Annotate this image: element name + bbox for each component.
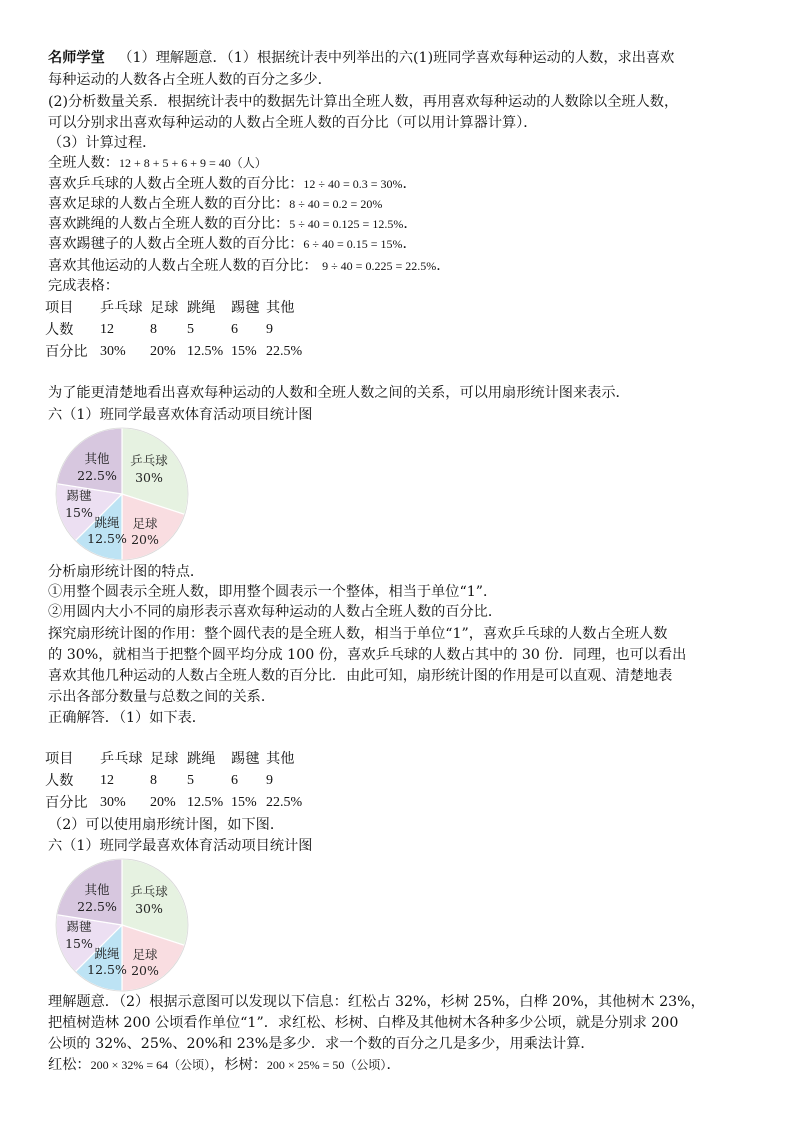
pie-label: 跳绳 — [94, 946, 120, 961]
bottom-expr-b: 200 × 32% = 64（公顷） — [90, 1058, 211, 1072]
table-cell: 15% — [231, 344, 257, 359]
pie-value-label: 20% — [131, 963, 159, 978]
calc-total-expr: 12 + 8 + 5 + 6 + 9 = 40（人） — [118, 156, 267, 170]
calc-rope-expr: 5 ÷ 40 = 0.125 = 12.5% — [289, 217, 404, 231]
table-cell: 6 — [231, 773, 238, 788]
calc-pingpong: 喜欢乒乓球的人数占全班人数的百分比：12 ÷ 40 = 0.3 = 30%． — [48, 176, 417, 192]
intro-text-1: （1）理解题意．（1）根据统计表中列举出的六(1)班同学喜欢每种运动的人数，求出喜欢 — [118, 50, 675, 66]
table-cell: 12.5% — [187, 795, 224, 810]
table-cell: 12.5% — [187, 344, 224, 359]
explore-line-4: 示出各部分数量与总数之间的关系． — [48, 689, 276, 705]
bottom-label-e: ． — [386, 1057, 401, 1073]
table-cell: 12 — [100, 773, 114, 788]
bottom-line-2: 把植树造林 200 公顷看作单位“1”．求红松、杉树、白桦及其他树木各种多少公顷，就是分别求 200 — [48, 1015, 679, 1031]
table-header-cell: 乒乓球 — [100, 300, 143, 316]
pie-label: 足球 — [132, 947, 158, 962]
table-cell: 9 — [266, 773, 273, 788]
pie-label: 其他 — [84, 882, 110, 897]
table-row-label: 百分比 — [45, 344, 88, 360]
section-label: 名师学堂 — [48, 50, 105, 66]
table-cell: 22.5% — [266, 344, 303, 359]
table-cell: 6 — [231, 322, 238, 337]
table-header-cell: 乒乓球 — [100, 751, 143, 767]
pie-value-label: 15% — [65, 936, 93, 951]
table-header-cell: 其他 — [266, 751, 295, 767]
chart-title-2: 六（1）班同学最喜欢体育活动项目统计图 — [48, 838, 313, 854]
answer-line: 正确解答．（1）如下表． — [48, 710, 206, 726]
pie-value-label: 30% — [135, 901, 163, 916]
pie-label: 踢毽 — [66, 488, 92, 503]
table-cell: 12 — [100, 322, 114, 337]
pie-value-label: 22.5% — [77, 468, 117, 483]
intro-line-1 — [48, 48, 674, 68]
part2-line-1: （2）可以使用扇形统计图，如下图． — [48, 817, 285, 833]
bottom-expr-d: 200 × 25% = 50（公顷） — [266, 1058, 387, 1072]
table-cell: 30% — [100, 344, 126, 359]
table-header-cell: 足球 — [150, 300, 179, 316]
table-header-cell: 项目 — [45, 300, 74, 316]
explore-line-1: 探究扇形统计图的作用：整个圆代表的是全班人数，相当于单位“1”，喜欢乒乓球的人数占全班人数 — [48, 626, 668, 642]
pie-value-label: 22.5% — [77, 899, 117, 914]
bottom-line-1: 理解题意．（2）根据示意图可以发现以下信息：红松占 32%，杉树 25%，白桦 20%，其他树木 23%， — [48, 994, 705, 1010]
calc-other-expr: 9 ÷ 40 = 0.225 = 22.5% — [322, 259, 437, 273]
mid-line-1: 为了能更清楚地看出喜欢每种运动的人数和全班人数之间的关系，可以用扇形统计图来表示． — [48, 385, 630, 401]
pie-label: 其他 — [84, 451, 110, 466]
pie-label: 足球 — [132, 516, 158, 531]
pie-value-label: 12.5% — [87, 962, 127, 977]
table-cell: 9 — [266, 322, 273, 337]
table-header-cell: 跳绳 — [187, 751, 216, 767]
calc-table-label: 完成表格： — [48, 278, 119, 294]
calc-pingpong-label: 喜欢乒乓球的人数占全班人数的百分比： — [48, 176, 304, 192]
table-header-cell: 踢毽 — [231, 751, 260, 767]
calc-football — [48, 194, 382, 214]
pie-label: 乒乓球 — [130, 884, 168, 899]
table-cell: 22.5% — [266, 795, 303, 810]
table-row-label: 人数 — [45, 322, 74, 338]
table-cell: 5 — [187, 322, 194, 337]
table-cell: 15% — [231, 795, 257, 810]
calc-other: 喜欢其他运动的人数占全班人数的百分比： 9 ÷ 40 = 0.225 = 22.5%． — [48, 258, 451, 274]
intro-line-2: 每种运动的人数各占全班人数的百分之多少． — [48, 72, 332, 88]
bottom-label-a: 红松： — [48, 1057, 91, 1073]
table-header-cell: 项目 — [45, 751, 74, 767]
pie-value-label: 15% — [65, 505, 93, 520]
table-cell: 5 — [187, 773, 194, 788]
calc-pingpong-expr: 12 ÷ 40 = 0.3 = 30% — [303, 177, 403, 191]
explore-line-3: 喜欢其他几种运动的人数占全班人数的百分比．由此可知，扇形统计图的作用是可以直观、清楚地表 — [48, 668, 673, 684]
calc-football-label: 喜欢足球的人数占全班人数的百分比： — [48, 196, 290, 212]
bottom-line-3: 公顷的 32%、25%、20%和 23%是多少．求一个数的百分之几是多少，用乘法计算． — [48, 1036, 595, 1052]
pie-label: 跳绳 — [94, 515, 120, 530]
chart-title-1: 六（1）班同学最喜欢体育活动项目统计图 — [48, 407, 313, 423]
calc-shuttle: 喜欢踢毽子的人数占全班人数的百分比：6 ÷ 40 = 0.15 = 15%． — [48, 236, 417, 252]
bottom-line-4 — [48, 1055, 401, 1075]
intro-line-3: (2)分析数量关系．根据统计表中的数据先计算出全班人数，再用喜欢每种运动的人数除以全班人数， — [48, 94, 679, 110]
calc-football-expr: 8 ÷ 40 = 0.2 = 20% — [289, 197, 383, 211]
table-cell: 8 — [150, 322, 157, 337]
table-header-cell: 足球 — [150, 751, 179, 767]
table-row-label: 人数 — [45, 773, 74, 789]
table-cell: 8 — [150, 773, 157, 788]
pie-value-label: 12.5% — [87, 531, 127, 546]
bottom-label-c: ，杉树： — [210, 1057, 267, 1073]
pie-value-label: 30% — [135, 470, 163, 485]
calc-total — [48, 153, 267, 173]
table-header-cell: 跳绳 — [187, 300, 216, 316]
explore-line-2: 的 30%，就相当于把整个圆平均分成 100 份，喜欢乒乓球的人数占其中的 30 份．同理，也可以看出 — [48, 647, 687, 663]
pie-chart-2 — [50, 855, 196, 995]
calc-shuttle-expr: 6 ÷ 40 = 0.15 = 15% — [303, 237, 403, 251]
calc-other-label: 喜欢其他运动的人数占全班人数的百分比： — [48, 258, 318, 274]
calc-rope: 喜欢跳绳的人数占全班人数的百分比：5 ÷ 40 = 0.125 = 12.5%． — [48, 216, 418, 232]
intro-line-4: 可以分别求出喜欢每种运动的人数占全班人数的百分比（可以用计算器计算）． — [48, 115, 538, 131]
pie-value-label: 20% — [131, 532, 159, 547]
calc-total-label: 全班人数： — [48, 155, 119, 171]
analysis-point-2: ②用圆内大小不同的扇形表示喜欢每种运动的人数占全班人数的百分比． — [48, 604, 503, 620]
analysis-point-1: ①用整个圆表示全班人数，即用整个圆表示一个整体，相当于单位“1”． — [48, 584, 498, 600]
table-cell: 20% — [150, 344, 176, 359]
intro-line-5: （3）计算过程． — [48, 135, 157, 151]
calc-rope-label: 喜欢跳绳的人数占全班人数的百分比： — [48, 216, 290, 232]
pie-chart-1 — [50, 424, 196, 564]
calc-shuttle-label: 喜欢踢毽子的人数占全班人数的百分比： — [48, 236, 304, 252]
table-header-cell: 其他 — [266, 300, 295, 316]
table-header-cell: 踢毽 — [231, 300, 260, 316]
pie-label: 乒乓球 — [130, 453, 168, 468]
table-cell: 20% — [150, 795, 176, 810]
analysis-title: 分析扇形统计图的特点． — [48, 564, 205, 580]
table-cell: 30% — [100, 795, 126, 810]
table-row-label: 百分比 — [45, 795, 88, 811]
pie-label: 踢毽 — [66, 919, 92, 934]
